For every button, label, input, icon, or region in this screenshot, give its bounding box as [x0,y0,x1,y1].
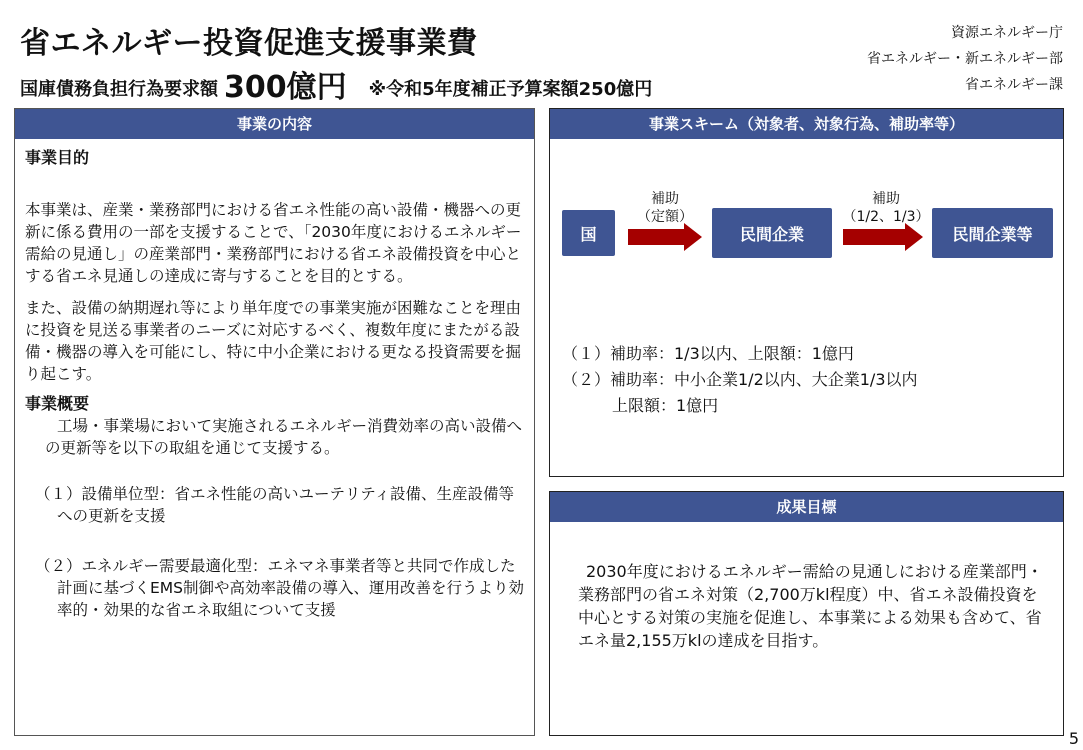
arrow-label-1-bottom: （定額） [637,209,693,225]
entity-private-company: 民間企業 [712,208,832,258]
overview-item-1: （１）設備単位型：省エネ性能の高いユーテリティ設備、生産設備等への更新を支援 [35,485,514,525]
arrow-label-2-bottom: （1/2、1/3） [842,209,930,225]
budget-amount: 300億円 [224,70,347,105]
goal-text: 2030年度におけるエネルギー需給の見通しにおける産業部門・業務部門の省エネ対策（2,700万kl程度）中、省エネ設備投資を中心とする対策の実施を促進し、本事業による効果も含めて、省エネ量2,155万klの達成を目指す。 [578,562,1043,650]
goal-panel-heading: 成果目標 [550,492,1063,522]
rate-item-2: （２）補助率：中小企業1/2以内、大企業1/3以内 [562,370,918,389]
scheme-panel [549,108,1064,477]
goal-panel [549,491,1064,736]
budget-request [20,62,652,106]
content-panel-heading: 事業の内容 [15,109,534,139]
overview-item-2: （２）エネルギー需要最適化型：エネマネ事業者等と共同で作成した計画に基づくEMS制御や高効率設備の導入、運用改善を行うより効率的・効果的な省エネ取組について支援 [35,557,525,619]
arrow-label-1-top: 補助 [651,191,679,207]
purpose-paragraph-2: また、設備の納期遅れ等により単年度での事業実施が困難なことを理由に投資を見送る事業者のニーズに対応するべく、複数年度にまたがる設備・機器の導入を可能にし、特に中小企業における更なる投資需要を掘り起こす。 [25,299,522,383]
arrow-label-2 [836,190,936,226]
purpose-paragraph-1: 本事業は、産業・業務部門における省エネ性能の高い設備・機器への更新に係る費用の一部を支援することで、「2030年度におけるエネルギー需給の見通し」の産業部門・業務部門における省エネ設備投資を中心とする省エネ見通しの達成に寄与することを目的とする。 [25,201,522,285]
division: 省エネルギー課 [965,77,1063,93]
content-panel [14,108,535,736]
rate-item-1: （１）補助率：1/3以内、上限額：1億円 [562,344,854,363]
agency: 資源エネルギー庁 [951,25,1063,41]
overview-heading: 事業概要 [25,394,90,413]
scheme-panel-heading: 事業スキーム（対象者、対象行為、補助率等） [550,109,1063,139]
purpose-heading: 事業目的 [25,148,90,167]
arrow-right-icon [628,223,702,251]
supplementary-budget-note: ※令和5年度補正予算案額250億円 [368,79,653,100]
arrow-label-1 [628,190,702,226]
page-number: 5 [1068,729,1079,748]
page-title: 省エネルギー投資促進支援事業費 [20,26,478,61]
department-info [867,20,1063,98]
rate-item-2-cap: 上限額：1億円 [612,396,719,415]
entity-private-companies-etc: 民間企業等 [932,208,1053,258]
arrow-label-2-top: 補助 [872,191,900,207]
arrow-right-icon [843,223,923,251]
overview-intro: 工場・事業場において実施されるエネルギー消費効率の高い設備への更新等を以下の取組を通じて支援する。 [45,417,523,457]
department: 省エネルギー・新エネルギー部 [867,51,1063,67]
budget-label: 国庫債務負担行為要求額 [20,79,218,100]
subsidy-rates [562,341,918,419]
entity-government: 国 [562,210,615,256]
